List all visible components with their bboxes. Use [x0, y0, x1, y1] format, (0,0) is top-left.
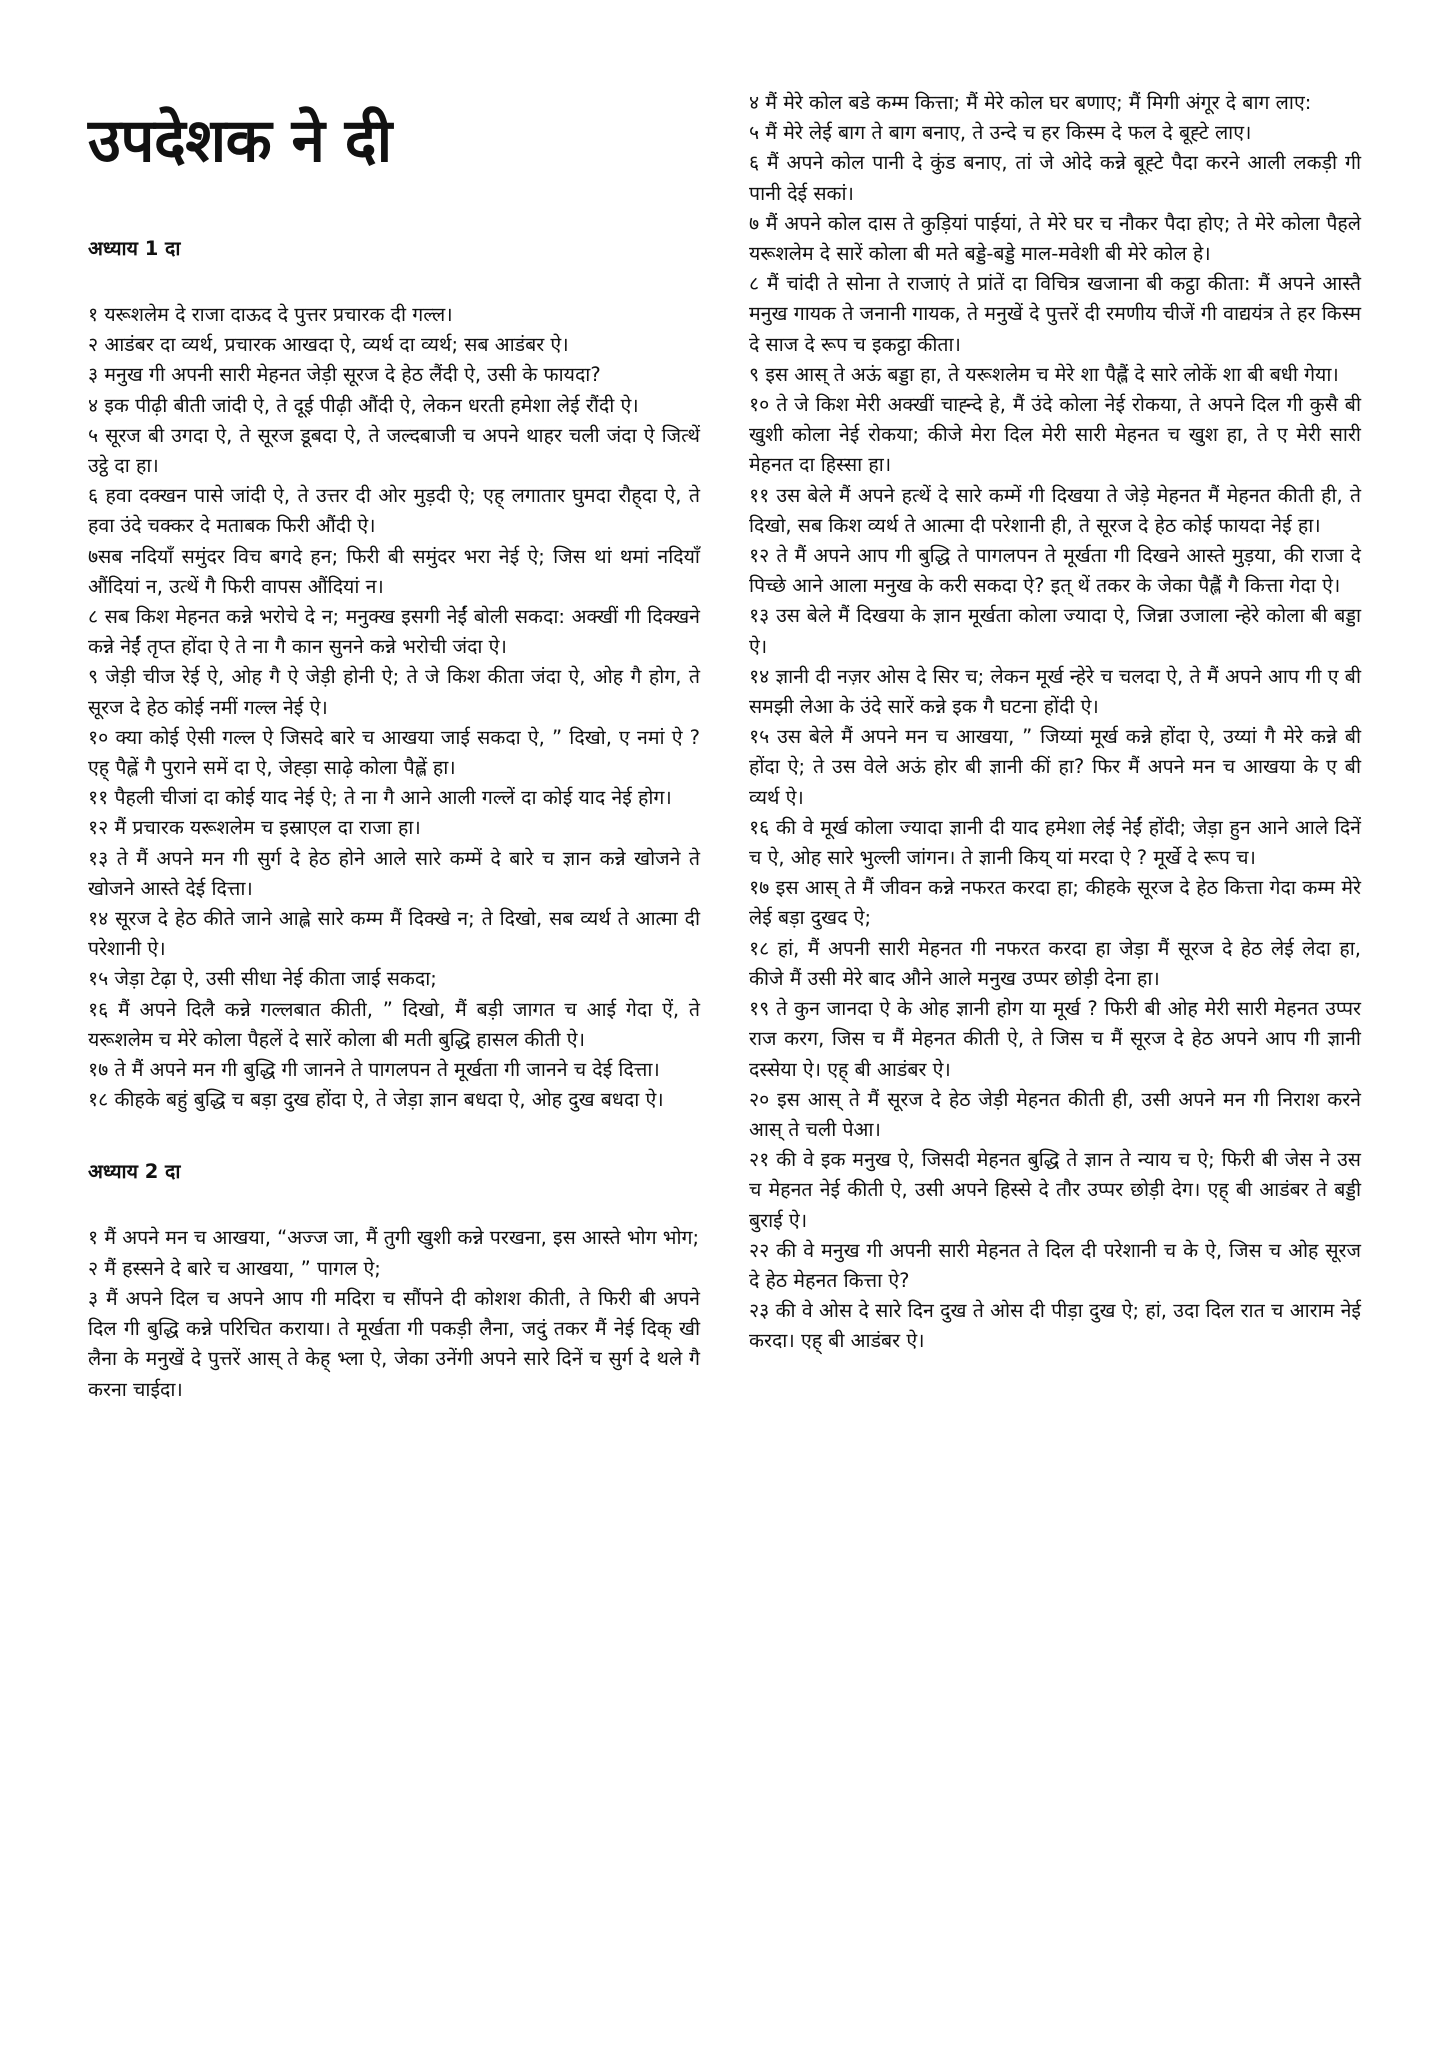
- chapter-1-verses: [88, 300, 700, 1115]
- verse-2-16: १६ की वे मूर्ख कोला ज्यादा ज्ञानी दी याद हमेशा लेई नेईं होंदी; जेड़ा हुन आने आले दिनें च ऐ, ओह सारे भुल्ली जांगन। ते ज्ञानी किय् यां मरदा ऐ ? मूर्खे दे रूप च।: [749, 815, 1361, 870]
- verse-2-13: १३ उस बेले मैं दिखया के ज्ञान मूर्खता कोला ज्यादा ऐ, जिन्ना उजाला न्हेरे कोला बी बड्डा ऐ।: [749, 604, 1361, 658]
- verse-1-15: १५ जेड़ा टेढ़ा ऐ, उसी सीधा नेई कीता जाई सकदा;: [88, 967, 437, 991]
- verse-2-7: ७ मैं अपने कोल दास ते कुड़ियां पाईयां, ते मेरे घर च नौकर पैदा होए; ते मेरे कोला पैहले यरूशलेम दे सारें कोला बी मते बड्डे-बड्डे माल-मवेशी बी मेरे कोल हे।: [749, 211, 1361, 266]
- verse-1-10: १० क्या कोई ऐसी गल्ल ऐ जिसदे बारे च आखया जाई सकदा ऐ, ” दिखो, ए नमां ऐ ? एह् पैह्लें गै पुराने समें दा ऐ, जेह्ड़ा साढ़े कोला पैह्लें हा।: [88, 725, 700, 780]
- verse-2-4: ४ मैं मेरे कोल बडे कम्म कित्ता; मैं मेरे कोल घर बणाए; मैं मिगी अंगूर दे बाग लाए:: [749, 91, 1312, 114]
- chapter-1-heading: अध्याय 1 दा: [88, 237, 181, 260]
- verse-2-6: ६ मैं अपने कोल पानी दे कुंड बनाए, तां जे ओदे कन्ने बूह्टे पैदा करने आली लकड़ी गी पानी देई सकां।: [749, 151, 1361, 205]
- verse-2-19: १९ ते कुन जानदा ऐ के ओह ज्ञानी होग या मूर्ख ? फिरी बी ओह मेरी सारी मेहनत उप्पर राज करग, जिस च मैं मेहनत कीती ऐ, ते जिस च मैं सूरज दे हेठ अपने आप गी ज्ञानी दस्सेया ऐ। एह् बी आडंबर ऐ।: [749, 997, 1361, 1081]
- verse-1-17: १७ ते मैं अपने मन गी बुद्धि गी जानने ते पागलपन ते मूर्खता गी जानने च देई दित्ता।: [88, 1058, 660, 1082]
- verse-1-7: ७सब नदियाँ समुंदर विच बगदे हन; फिरी बी समुंदर भरा नेई ऐ; जिस थां थमां नदियाँ औंदियां न, उत्थें गै फिरी वापस औंदियां न।: [88, 544, 700, 598]
- verse-1-9: ९ जेड़ी चीज रेई ऐ, ओह गै ऐ जेड़ी होनी ऐ; ते जे किश कीता जंदा ऐ, ओह गै होग, ते सूरज दे हेठ कोई नमीं गल्ल नेई ऐ।: [88, 665, 700, 719]
- chapter-2-verses-continued: [749, 88, 1361, 1357]
- verse-1-13: १३ ते मैं अपने मन गी सुर्ग दे हेठ होने आले सारे कम्में दे बारे च ज्ञान कन्ने खोजने ते खोजने आस्ते देई दित्ता।: [88, 846, 700, 900]
- verse-2-11: ११ उस बेले मैं अपने हत्थें दे सारे कम्में गी दिखया ते जेड़े मेहनत मैं मेहनत कीती ही, ते दिखो, सब किश व्यर्थ ते आत्मा दी परेशानी ही, ते सूरज दे हेठ कोई फायदा नेई हा।: [749, 483, 1361, 537]
- verse-1-3: ३ मनुख गी अपनी सारी मेहनत जेड़ी सूरज दे हेठ लैंदी ऐ, उसी के फायदा?: [88, 363, 601, 387]
- verse-1-1: १ यरूशलेम दे राजा दाऊद दे पुत्तर प्रचारक दी गल्ल।: [88, 303, 453, 326]
- document-title: उपदेशक ने दी: [88, 106, 392, 176]
- left-column: [88, 100, 700, 1405]
- verse-1-12: १२ मैं प्रचारक यरूशलेम च इस्राएल दा राजा हा।: [88, 816, 421, 840]
- verse-2-18: १८ हां, मैं अपनी सारी मेहनत गी नफरत करदा हा जेड़ा मैं सूरज दे हेठ लेई लेदा हा, कीजे मैं उसी मेरे बाद औने आले मनुख उप्पर छोड़ी देना हा।: [749, 936, 1361, 990]
- verse-2-1: १ मैं अपने मन च आखया, “अज्ज जा, मैं तुगी खुशी कन्ने परखना, इस आस्ते भोग भोग;: [88, 1226, 700, 1250]
- verse-2-8: ८ मैं चांदी ते सोना ते राजाएं ते प्रांतें दा विचित्र खजाना बी कट्ठा कीता: मैं अपने आस्तै मनुख गायक ते जनानी गायक, ते मनुखें दे पुत्तरें दी रमणीय चीजें गी वाद्ययंत्र ते हर किस्म दे साज दे रूप च इकट्ठा कीता।: [749, 272, 1361, 356]
- verse-1-8: ८ सब किश मेहनत कन्ने भरोचे दे न; मनुक्ख इसगी नेईं बोली सकदा: अक्खीं गी दिक्खने कन्ने नेईं तृप्त होंदा ऐ ते ना गै कान सुनने कन्ने भरोची जंदा ऐ।: [88, 605, 700, 659]
- verse-2-3: ३ मैं अपने दिल च अपने आप गी मदिरा च सौंपने दी कोशश कीती, ते फिरी बी अपने दिल गी बुद्धि कन्ने परिचित कराया। ते मूर्खता गी पकड़ी लैना, जदुं तकर मैं नेई दिक् खी लैना के मनुखें दे पुत्तरें आस् ते केह् भ्ला ऐ, जेका उनेंगी अपने सारे दिनें च सुर्ग दे थले गै करना चाईदा।: [88, 1286, 700, 1401]
- verse-2-23: २३ की वे ओस दे सारे दिन दुख ते ओस दी पीड़ा दुख ऐ; हां, उदा दिल रात च आराम नेई करदा। एह् बी आडंबर ऐ।: [749, 1299, 1361, 1353]
- verse-2-17: १७ इस आस् ते मैं जीवन कन्ने नफरत करदा हा; कीहके सूरज दे हेठ कित्ता गेदा कम्म मेरे लेई बड़ा दुखद ऐ;: [749, 876, 1361, 930]
- verse-2-12: १२ ते मैं अपने आप गी बुद्धि ते पागलपन ते मूर्खता गी दिखने आस्ते मुड़या, की राजा दे पिच्छे आने आला मनुख के करी सकदा ऐ? इत् थें तकर के जेका पैह्लैं गै कित्ता गेदा ऐ।: [749, 544, 1361, 598]
- verse-1-18: १८ कीहके बहुं बुद्धि च बड़ा दुख होंदा ऐ, ते जेड़ा ज्ञान बधदा ऐ, ओह दुख बधदा ऐ।: [88, 1088, 664, 1112]
- chapter-2-heading: अध्याय 2 दा: [88, 1160, 181, 1184]
- verse-2-20: २० इस आस् ते मैं सूरज दे हेठ जेड़ी मेहनत कीती ही, उसी अपने मन गी निराश करने आस् ते चली पेआ।: [749, 1087, 1361, 1141]
- verse-1-2: २ आडंबर दा व्यर्थ, प्रचारक आखदा ऐ, व्यर्थ दा व्यर्थ; सब आडंबर ऐ।: [88, 333, 569, 357]
- verse-2-14: १४ ज्ञानी दी नज़र ओस दे सिर च; लेकन मूर्ख न्हेरे च चलदा ऐ, ते मैं अपने आप गी ए बी समझी लेआ के उंदे सारें कन्ने इक गै घटना होंदी ऐ।: [749, 664, 1361, 719]
- verse-1-14: १४ सूरज दे हेठ कीते जाने आह्ले सारे कम्म मैं दिक्खे न; ते दिखो, सब व्यर्थ ते आत्मा दी परेशानी ऐ।: [88, 907, 700, 961]
- verse-1-5: ५ सूरज बी उगदा ऐ, ते सूरज डूबदा ऐ, ते जल्दबाजी च अपने थाहर चली जंदा ऐ जित्थें उट्ठे दा हा।: [88, 423, 700, 478]
- chapter-2-verses: [88, 1223, 700, 1404]
- verse-2-22: २२ की वे मनुख गी अपनी सारी मेहनत ते दिल दी परेशानी च के ऐ, जिस च ओह सूरज दे हेठ मेहनत कित्ता ऐ?: [749, 1238, 1361, 1292]
- verse-2-5: ५ मैं मेरे लेई बाग ते बाग बनाए, ते उन्दे च हर किस्म दे फल दे बूह्टे लाए।: [749, 121, 1252, 145]
- verse-1-6: ६ हवा दक्खन पासे जांदी ऐ, ते उत्तर दी ओर मुड़दी ऐ; एह् लगातार घुमदा रौह्‌दा ऐ, ते हवा उंदे चक्कर दे मताबक फिरी औंदी ऐ।: [88, 484, 700, 538]
- verse-1-4: ४ इक पीढ़ी बीती जांदी ऐ, ते दूई पीढ़ी औंदी ऐ, लेकन धरती हमेशा लेई रौंदी ऐ।: [88, 393, 639, 417]
- verse-1-11: ११ पैहली चीजां दा कोई याद नेई ऐ; ते ना गै आने आली गल्लें दा कोई याद नेई होग।: [88, 786, 672, 810]
- verse-2-10: १० ते जे किश मेरी अक्खीं चाह्न्दे हे, मैं उंदे कोला नेई रोकया, ते अपने दिल गी कुसै बी खुशी कोला नेई रोकया; कीजे मेरा दिल मेरी सारी मेहनत च खुश हा, ते ए मेरी सारी मेहनत दा हिस्सा हा।: [749, 393, 1361, 477]
- verse-2-2: २ मैं हस्सने दे बारे च आखया, ” पागल ऐ;: [88, 1256, 381, 1280]
- verse-2-15: १५ उस बेले मैं अपने मन च आखया, ” जिय्यां मूर्ख कन्ने होंदा ऐ, उय्यां गै मेरे कन्ने बी होंदा ऐ; ते उस वेले अऊं होर बी ज्ञानी कीं हा? फिर मैं अपने मन च आखया के ए बी व्यर्थ ऐ।: [749, 725, 1361, 809]
- right-column: [749, 88, 1361, 1357]
- verse-2-9: ९ इस आस् ते अऊं बड्डा हा, ते यरूशलेम च मेरे शा पैह्लैं दे सारे लोकें शा बी बधी गेया।: [749, 362, 1339, 386]
- verse-1-16: १६ मैं अपने दिलै कन्ने गल्लबात कीती, ” दिखो, मैं बड़ी जागत च आई गेदा ऐं, ते यरूशलेम च मेरे कोला पैहलें दे सारें कोला बी मती बुद्धि हासल कीती ऐ।: [88, 997, 700, 1051]
- verse-2-21: २१ की वे इक मनुख ऐ, जिसदी मेहनत बुद्धि ते ज्ञान ते न्याय च ऐ; फिरी बी जेस ने उस च मेहनत नेई कीती ऐ, उसी अपने हिस्से दे तौर उप्पर छोड़ी देग। एह् बी आडंबर ते बड्डी बुराई ऐ।: [749, 1148, 1361, 1232]
